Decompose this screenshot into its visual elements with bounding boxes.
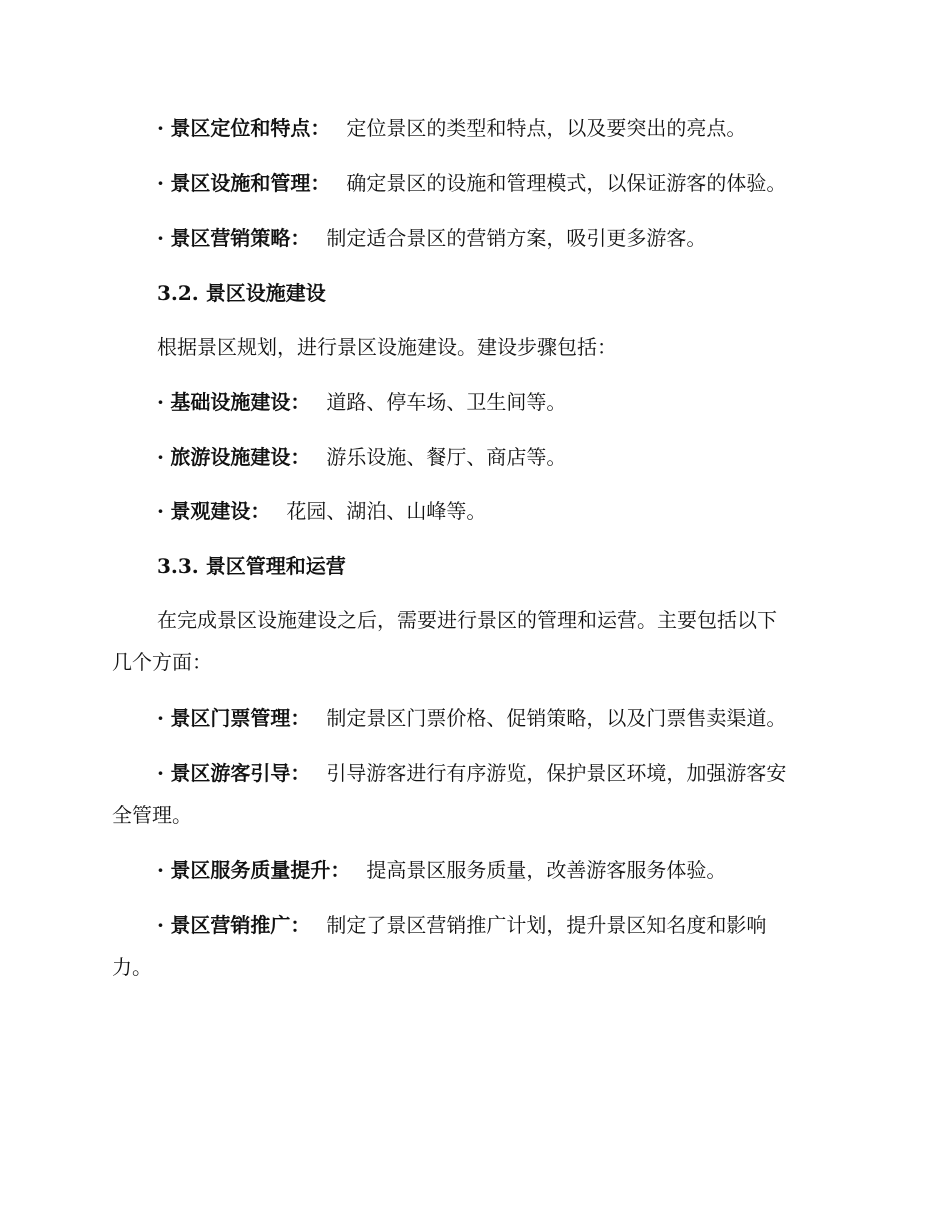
- section-heading: 3.3. 景区管理和运营: [157, 554, 346, 578]
- bullet-item: [0, 856, 950, 884]
- bullet-label: 旅游设施建设：: [170, 445, 311, 469]
- bullet-dot: ·: [157, 390, 164, 414]
- section-intro-line: 几个方面：: [112, 650, 212, 674]
- bullet-label: 景观建设：: [170, 499, 271, 523]
- bullet-item: [0, 497, 950, 525]
- bullet-label: 景区营销策略：: [170, 226, 311, 250]
- bullet-item: [0, 911, 950, 939]
- bullet-dot: ·: [157, 858, 164, 882]
- bullet-item: [0, 169, 950, 197]
- bullet-text: 确定景区的设施和管理模式，以保证游客的体验。: [346, 171, 787, 195]
- bullet-label: 景区定位和特点：: [170, 116, 331, 140]
- bullet-text: 道路、停车场、卫生间等。: [326, 390, 567, 414]
- section-intro-line: 在完成景区设施建设之后，需要进行景区的管理和运营。主要包括以下: [157, 608, 777, 632]
- bullet-label: 景区游客引导：: [170, 761, 311, 785]
- bullet-item: [0, 704, 950, 732]
- bullet-dot: ·: [157, 445, 164, 469]
- bullet-dot: ·: [157, 706, 164, 730]
- bullet-text: 定位景区的类型和特点，以及要突出的亮点。: [346, 116, 747, 140]
- bullet-text: 游乐设施、餐厅、商店等。: [326, 445, 567, 469]
- bullet-label: 景区服务质量提升：: [170, 858, 351, 882]
- bullet-label: 景区门票管理：: [170, 706, 311, 730]
- bullet-continuation: 力。: [112, 955, 152, 979]
- bullet-continuation: 全管理。: [112, 803, 192, 827]
- bullet-dot: ·: [157, 761, 164, 785]
- bullet-text: 提高景区服务质量，改善游客服务体验。: [366, 858, 727, 882]
- bullet-dot: ·: [157, 499, 164, 523]
- section-intro: 根据景区规划，进行景区设施建设。建设步骤包括：: [157, 335, 617, 359]
- bullet-label: 基础设施建设：: [170, 390, 311, 414]
- bullet-text: 制定景区门票价格、促销策略，以及门票售卖渠道。: [326, 706, 787, 730]
- bullet-item: [0, 114, 950, 142]
- bullet-label: 景区营销推广：: [170, 913, 311, 937]
- bullet-text: 引导游客进行有序游览，保护景区环境，加强游客安: [326, 761, 787, 785]
- bullet-dot: ·: [157, 116, 164, 140]
- bullet-text: 制定了景区营销推广计划，提升景区知名度和影响: [326, 913, 767, 937]
- bullet-dot: ·: [157, 171, 164, 195]
- bullet-dot: ·: [157, 913, 164, 937]
- bullet-item: [0, 388, 950, 416]
- bullet-label: 景区设施和管理：: [170, 171, 331, 195]
- bullet-item: [0, 224, 950, 252]
- bullet-text: 花园、湖泊、山峰等。: [286, 499, 487, 523]
- bullet-item: [0, 759, 950, 787]
- bullet-text: 制定适合景区的营销方案，吸引更多游客。: [326, 226, 707, 250]
- bullet-dot: ·: [157, 226, 164, 250]
- bullet-item: [0, 443, 950, 471]
- section-heading: 3.2. 景区设施建设: [157, 281, 326, 305]
